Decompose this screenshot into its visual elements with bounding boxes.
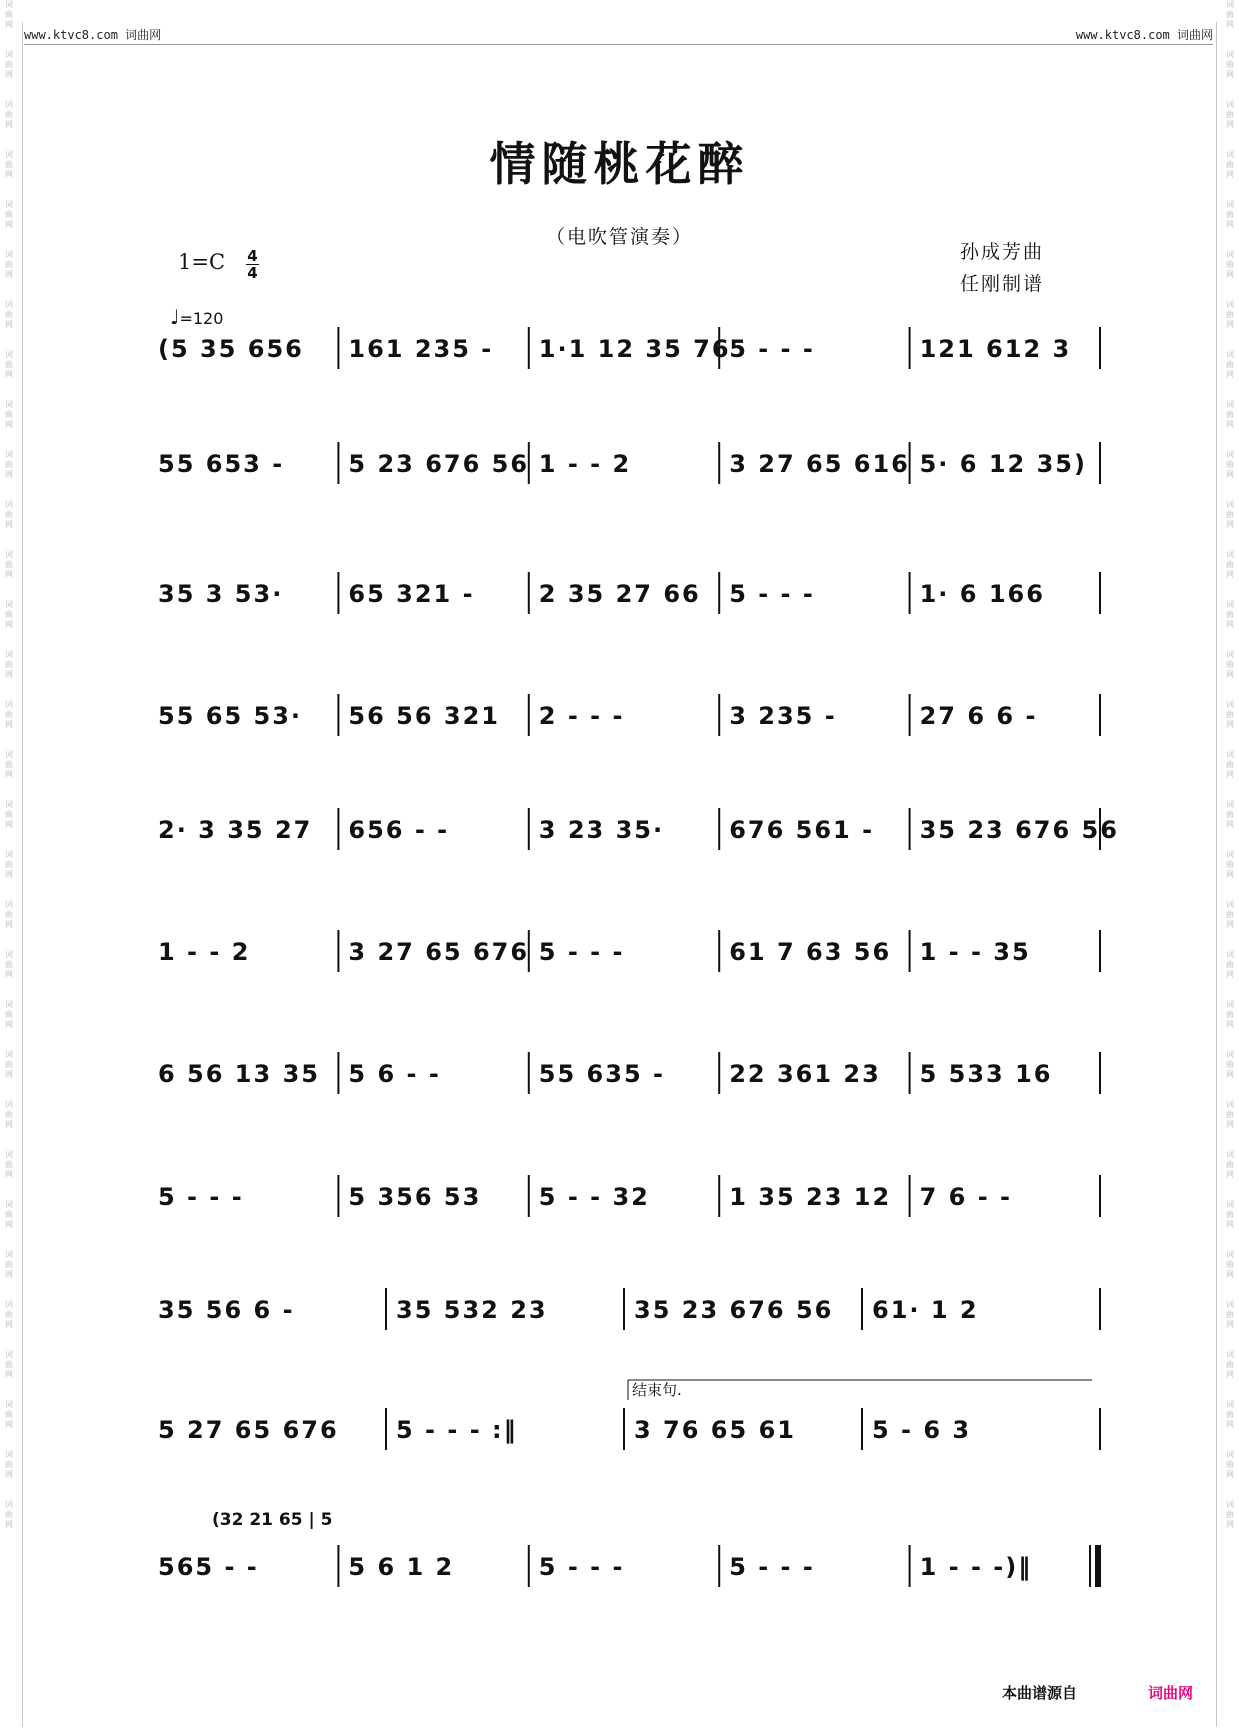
measure-notes: 5 - - - [538, 938, 625, 966]
watermark-text: 词曲网 [1226, 150, 1234, 179]
watermark-text: 词曲网 [1226, 450, 1234, 479]
measure-notes: 5 27 65 676 [158, 1416, 339, 1444]
watermark-text: 词曲网 [1226, 650, 1234, 679]
header-site-right[interactable]: www.ktvc8.com 词曲网 [1075, 28, 1213, 42]
measure-notes: 5 6 - - [348, 1060, 441, 1088]
watermark-text: 词曲网 [5, 900, 13, 929]
watermark-text: 词曲网 [1226, 250, 1234, 279]
measure-notes: 1 - - 2 [158, 938, 251, 966]
watermark-text: 词曲网 [1226, 300, 1234, 329]
footer-brand-link[interactable]: 词曲网 [1148, 1684, 1194, 1702]
watermark-text: 词曲网 [5, 300, 13, 329]
watermark-text: 词曲网 [5, 1200, 13, 1229]
watermark-text: 词曲网 [1226, 700, 1234, 729]
measure-notes: 5 - - - [729, 580, 815, 608]
header-site-left[interactable]: www.ktvc8.com 词曲网 [24, 28, 162, 42]
watermark-text: 词曲网 [1226, 750, 1234, 779]
measure-notes: 7 6 - - [919, 1183, 1012, 1211]
measure-notes: 1 35 23 12 [729, 1183, 892, 1211]
watermark-text: 词曲网 [5, 1050, 13, 1079]
measure-notes: 65 321 - [348, 580, 475, 608]
watermark-text: 词曲网 [5, 800, 13, 829]
watermark-text: 词曲网 [1226, 600, 1234, 629]
measure-notes: 676 561 - [729, 816, 875, 844]
measure-notes: 35 532 23 [396, 1296, 548, 1324]
watermark-text: 词曲网 [5, 350, 13, 379]
measure-notes: 3 23 35· [538, 816, 665, 844]
watermark-text: 词曲网 [1226, 950, 1234, 979]
time-denominator: 4 [247, 264, 258, 282]
watermark-text: 词曲网 [5, 50, 13, 79]
footer-source: 本曲谱源自 [1002, 1684, 1078, 1702]
measure-notes: 161 235 - [348, 335, 494, 363]
measure-notes: 35 3 53· [158, 580, 284, 608]
watermark-text: 词曲网 [1226, 1250, 1234, 1279]
watermark-text: 词曲网 [5, 1300, 13, 1329]
watermark-text: 词曲网 [1226, 1050, 1234, 1079]
measure-notes: 3 235 - [729, 702, 837, 730]
measure-notes: 5 - 6 3 [872, 1416, 972, 1444]
measure-notes: 55 635 - [538, 1060, 665, 1088]
measure-notes: 121 612 3 [919, 335, 1072, 363]
watermark-text: 词曲网 [1226, 800, 1234, 829]
measure-notes: (5 35 656 [158, 335, 304, 363]
watermark-text: 词曲网 [5, 450, 13, 479]
measure-notes: 1 - - 2 [538, 450, 632, 478]
watermark-text: 词曲网 [5, 100, 13, 129]
measure-notes: 35 56 6 - [158, 1296, 295, 1324]
measure-notes: 5 356 53 [348, 1183, 482, 1211]
watermark-text: 词曲网 [1226, 1300, 1234, 1329]
measure-notes: 5 - - - [729, 1553, 815, 1581]
measure-notes: 5 533 16 [919, 1060, 1053, 1088]
measure-notes: 5 - - 32 [538, 1183, 650, 1211]
measure-notes: 5 - - - [729, 335, 815, 363]
watermark-text: 词曲网 [5, 200, 13, 229]
composer: 孙成芳曲 [960, 241, 1045, 263]
watermark-text: 词曲网 [5, 500, 13, 529]
ending-label: 结束句. [632, 1381, 682, 1399]
watermark-text: 词曲网 [5, 600, 13, 629]
measure-notes: 61· 1 2 [872, 1296, 979, 1324]
measure-notes: 3 76 65 61 [634, 1416, 796, 1444]
measure-notes: 61 7 63 56 [729, 938, 892, 966]
watermark-text: 词曲网 [1226, 50, 1234, 79]
watermark-text: 词曲网 [1226, 1200, 1234, 1229]
measure-notes: 2 35 27 66 [538, 580, 701, 608]
watermark-text: 词曲网 [5, 700, 13, 729]
transcriber: 任刚制谱 [960, 273, 1045, 295]
watermark-text: 词曲网 [1226, 1500, 1234, 1529]
measure-notes: 5 23 676 56 [348, 450, 530, 478]
measure-notes: 5 6 1 2 [348, 1553, 455, 1581]
key-signature: 1=C [178, 250, 226, 274]
quarter-note-icon: ♩ [170, 305, 180, 329]
watermark-text: 词曲网 [5, 1350, 13, 1379]
measure-notes: 5 - - - :‖ [396, 1416, 518, 1444]
watermark-text: 词曲网 [1226, 1150, 1234, 1179]
watermark-text: 词曲网 [5, 250, 13, 279]
watermark-text: 词曲网 [1226, 350, 1234, 379]
measure-notes: 2 - - - [538, 702, 625, 730]
measure-notes: 55 65 53· [158, 702, 303, 730]
watermark-text: 词曲网 [5, 1450, 13, 1479]
watermark-text: 词曲网 [1226, 1400, 1234, 1429]
measure-notes: 3 27 65 676 [348, 938, 530, 966]
watermark-text: 词曲网 [1226, 850, 1234, 879]
measure-notes: 22 361 23 [729, 1060, 881, 1088]
watermark-text: 词曲网 [1226, 550, 1234, 579]
subtitle: （电吹管演奏） [545, 226, 693, 248]
measure-notes: 55 653 - [158, 450, 285, 478]
song-title: 情随桃花醉 [489, 137, 750, 191]
watermark-text: 词曲网 [5, 400, 13, 429]
measure-notes: 656 - - [348, 816, 450, 844]
watermark-text: 词曲网 [1226, 1000, 1234, 1029]
measure-notes: 5 - - - [538, 1553, 625, 1581]
watermark-text: 词曲网 [5, 1150, 13, 1179]
measure-notes: 56 56 321 [348, 702, 501, 730]
watermark-text: 词曲网 [5, 1500, 13, 1529]
measure-notes: 27 6 6 - [919, 702, 1038, 730]
watermark-text: 词曲网 [1226, 100, 1234, 129]
watermark-text: 词曲网 [5, 650, 13, 679]
measure-notes: 1· 6 166 [919, 580, 1045, 608]
watermark-text: 词曲网 [5, 1400, 13, 1429]
watermark-text: 词曲网 [5, 0, 13, 29]
measure-notes: 565 - - [158, 1553, 259, 1581]
measure-notes: 35 23 676 56 [919, 816, 1119, 844]
watermark-text: 词曲网 [5, 750, 13, 779]
measure-notes: 1 - - -)‖ [919, 1553, 1033, 1581]
measure-notes: 1 - - 35 [919, 938, 1031, 966]
watermark-text: 词曲网 [1226, 500, 1234, 529]
watermark-text: 词曲网 [1226, 1450, 1234, 1479]
watermark-text: 词曲网 [5, 1000, 13, 1029]
ossia-notation: (32 21 65 | 5 [212, 1510, 333, 1530]
measure-notes: 2· 3 35 27 [158, 816, 313, 844]
watermark-text: 词曲网 [5, 150, 13, 179]
measure-notes: 5 - - - [158, 1183, 244, 1211]
watermark-text: 词曲网 [1226, 1350, 1234, 1379]
watermark-text: 词曲网 [5, 950, 13, 979]
watermark-text: 词曲网 [1226, 200, 1234, 229]
watermark-text: 词曲网 [1226, 1100, 1234, 1129]
time-numerator: 4 [247, 247, 258, 265]
watermark-text: 词曲网 [5, 1250, 13, 1279]
tempo-value: =120 [179, 309, 224, 328]
watermark-text: 词曲网 [1226, 900, 1234, 929]
watermark-text: 词曲网 [5, 850, 13, 879]
measure-notes: 1·1 12 35 76 [538, 335, 731, 363]
measure-notes: 3 27 65 616 [729, 450, 910, 478]
watermark-text: 词曲网 [5, 1100, 13, 1129]
measure-notes: 5· 6 12 35) [919, 450, 1087, 478]
watermark-text: 词曲网 [1226, 0, 1234, 29]
measure-notes: 6 56 13 35 [158, 1060, 320, 1088]
measure-notes: 35 23 676 56 [634, 1296, 834, 1324]
watermark-text: 词曲网 [5, 550, 13, 579]
watermark-text: 词曲网 [1226, 400, 1234, 429]
